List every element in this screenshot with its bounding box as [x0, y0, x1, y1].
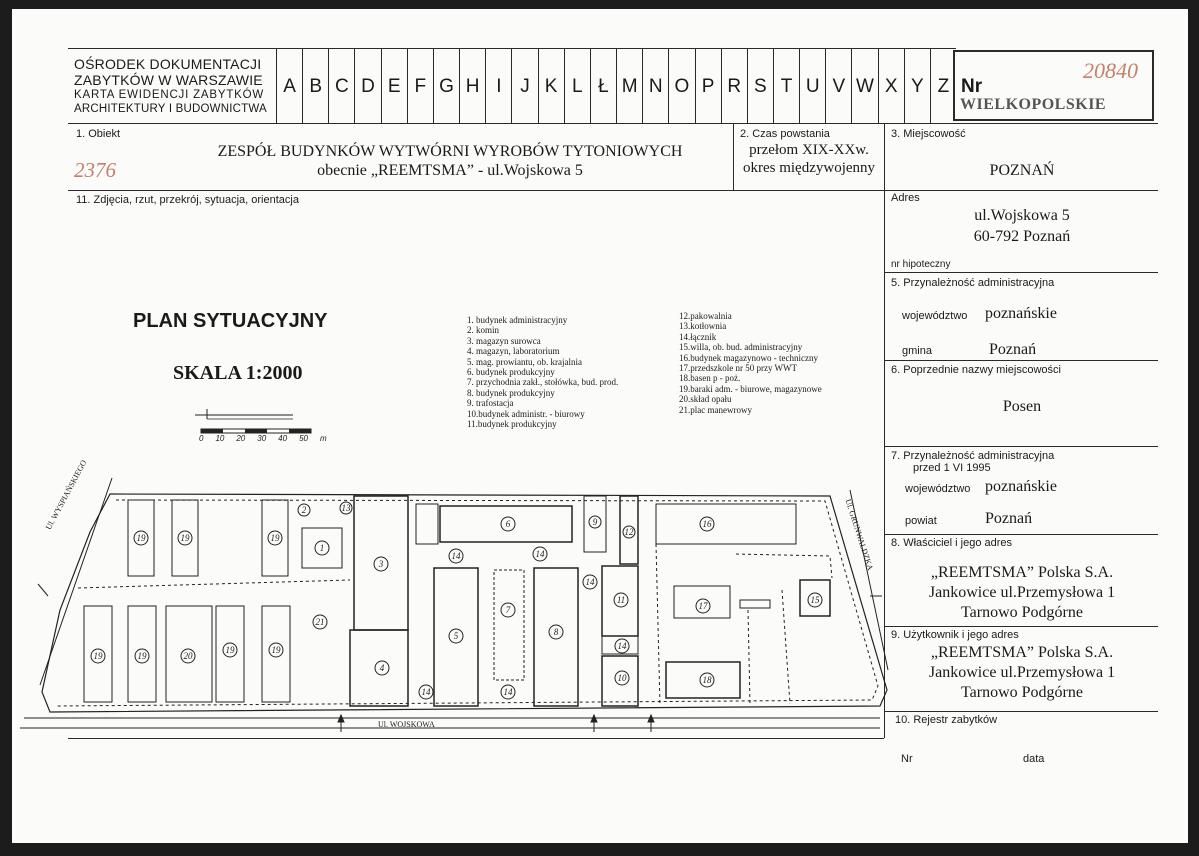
- index-letter: B: [302, 48, 328, 123]
- legend-item: 19.baraki adm. - biurowe, magazynowe: [679, 383, 822, 394]
- svg-text:17: 17: [698, 601, 708, 611]
- index-letter: O: [668, 48, 694, 123]
- index-letter: I: [485, 48, 511, 123]
- index-letter: E: [381, 48, 407, 123]
- legend-item: 9. trafostacja: [467, 398, 514, 409]
- svg-text:1: 1: [319, 543, 325, 553]
- legend-item: 4. magazyn, laboratorium: [467, 346, 560, 357]
- user-line-2: Jankowice ul.Przemysłowa 1: [928, 664, 1116, 681]
- institution-block: [74, 56, 274, 116]
- user-line-3: Tarnowo Podgórne: [961, 684, 1083, 701]
- legend-item: 5. mag. prowiantu, ob. krajalnia: [467, 356, 582, 367]
- index-letter: Ł: [590, 48, 616, 123]
- register-date-label: data: [1023, 753, 1045, 765]
- rule-before-6: [884, 360, 1158, 361]
- svg-text:16: 16: [702, 519, 712, 529]
- nr-label: Nr: [961, 76, 983, 97]
- index-letter: X: [878, 48, 904, 123]
- legend-item: 16.budynek magazynowo - techniczny: [679, 352, 818, 363]
- scale-tick-label: 20: [236, 434, 246, 443]
- svg-text:2: 2: [301, 505, 307, 515]
- index-letter: S: [747, 48, 773, 123]
- scale-tick-label: 10: [215, 434, 225, 443]
- address-line-2: 60-792 Poznań: [973, 228, 1071, 245]
- svg-text:7: 7: [505, 605, 511, 615]
- voivodeship-label: województwo: [902, 310, 968, 322]
- svg-text:14: 14: [585, 577, 595, 587]
- county-label: powiat: [905, 515, 937, 527]
- svg-text:20: 20: [183, 651, 193, 661]
- legend-item: 7. przychodnia zakł., stołówka, bud. prod.: [467, 377, 619, 388]
- legend-item: 3. magazyn surowca: [467, 335, 541, 346]
- index-letter: P: [695, 48, 721, 123]
- index-letter: R: [721, 48, 747, 123]
- object-title-line-2: obecnie „REEMTSMA” - ul.Wojskowa 5: [317, 162, 583, 179]
- svg-text:19: 19: [270, 533, 280, 543]
- period-value: [734, 141, 884, 177]
- period-line-2: okres międzywojenny: [742, 160, 876, 176]
- index-letter: G: [433, 48, 459, 123]
- user-value: [886, 643, 1158, 703]
- former-names-value: Posen: [1002, 398, 1042, 415]
- svg-text:14: 14: [451, 551, 461, 561]
- scale-ticks: [199, 434, 329, 443]
- svg-text:19: 19: [271, 645, 281, 655]
- legend-item: 1. budynek administracyjny: [467, 315, 568, 325]
- svg-text:14: 14: [503, 687, 513, 697]
- header-bottom-rule: [68, 123, 1158, 124]
- object-handwritten-number: 2376: [74, 158, 116, 182]
- legend-item: 6. budynek produkcyjny: [467, 367, 555, 378]
- owner-line-2: Jankowice ul.Przemysłowa 1: [928, 584, 1116, 601]
- owner-line-1: „REEMTSMA” Polska S.A.: [930, 564, 1114, 581]
- scale-tick-label: 40: [278, 434, 288, 443]
- svg-text:10: 10: [617, 673, 627, 683]
- index-letter: U: [799, 48, 825, 123]
- legend-left: [467, 315, 677, 429]
- nr-box: [953, 50, 1154, 121]
- address-line-1: ul.Wojskowa 5: [974, 207, 1070, 224]
- address-value: [886, 205, 1158, 247]
- admin-before-date: przed 1 VI 1995: [913, 462, 991, 474]
- svg-text:19: 19: [180, 533, 190, 543]
- institution-line-1: OŚRODEK DOKUMENTACJI: [74, 56, 262, 72]
- legend-item: 18.basen p - poż.: [679, 373, 741, 384]
- locality-label: 3. Miejscowość: [891, 128, 966, 140]
- rule-before-5: [884, 272, 1158, 273]
- index-letter: V: [825, 48, 851, 123]
- index-letter: Y: [904, 48, 930, 123]
- register-label: 10. Rejestr zabytków: [895, 714, 998, 726]
- street-wojskowa: Ul. WOJSKOWA: [378, 720, 435, 729]
- index-letter: H: [459, 48, 485, 123]
- scale-tick-label: m: [319, 434, 327, 443]
- svg-text:14: 14: [535, 549, 545, 559]
- user-line-1: „REEMTSMA” Polska S.A.: [930, 644, 1114, 661]
- address-label: Adres: [891, 192, 920, 204]
- legend-item: 2. komin: [467, 325, 500, 336]
- svg-text:9: 9: [592, 517, 598, 527]
- scale-tick-label: 0: [199, 434, 204, 443]
- svg-text:21: 21: [315, 617, 325, 627]
- site-plan: [20, 460, 890, 750]
- row1-bottom-rule: [68, 190, 1158, 191]
- mortgage-label: nr hipoteczny: [891, 259, 951, 270]
- locality-value: POZNAŃ: [989, 162, 1055, 179]
- index-letter: K: [538, 48, 564, 123]
- legend-item: 13.kotłownia: [679, 321, 727, 332]
- plan-scale: SKALA 1:2000: [173, 362, 303, 384]
- user-label: 9. Użytkownik i jego adres: [891, 629, 1019, 641]
- admin-label: 5. Przynależność administracyjna: [891, 277, 1055, 289]
- rule-before-10: [884, 711, 1158, 712]
- owner-label: 8. Właściciel i jego adres: [891, 537, 1013, 549]
- rule-before-9: [884, 626, 1158, 627]
- plan-label: [134, 531, 148, 545]
- svg-text:19: 19: [93, 651, 103, 661]
- voivodeship-before-value: poznańskie: [985, 478, 1057, 495]
- index-letter: A: [276, 48, 302, 123]
- plan-title: PLAN SYTUACYJNY: [133, 310, 328, 332]
- index-letter: Z: [930, 48, 956, 123]
- rule-before-7: [884, 446, 1158, 447]
- index-letter: C: [328, 48, 354, 123]
- nr-handwritten: 20840: [1083, 58, 1138, 83]
- index-letter: F: [407, 48, 433, 123]
- legend-item: 8. budynek produkcyjny: [467, 387, 555, 398]
- index-letter: T: [773, 48, 799, 123]
- svg-text:13: 13: [341, 503, 351, 513]
- institution-line-2: ZABYTKÓW W WARSZAWIE: [74, 72, 263, 88]
- index-letter: J: [511, 48, 537, 123]
- voivodeship-before-label: województwo: [905, 483, 971, 495]
- index-letter: M: [616, 48, 642, 123]
- register-nr-label: Nr: [901, 753, 913, 765]
- institution-line-4: ARCHITEKTURY I BUDOWNICTWA: [74, 103, 267, 115]
- svg-text:19: 19: [136, 533, 146, 543]
- admin-before-title: 7. Przynależność administracyjna: [891, 450, 1055, 462]
- svg-text:14: 14: [617, 641, 627, 651]
- plan-bottom-rule: [68, 738, 884, 739]
- former-names-label: 6. Poprzednie nazwy miejscowości: [891, 364, 1061, 376]
- svg-text:19: 19: [137, 651, 147, 661]
- owner-value: [886, 563, 1158, 623]
- legend-item: 12.pakowalnia: [679, 311, 732, 321]
- object-title: [150, 142, 750, 180]
- county-value: Poznań: [985, 510, 1033, 527]
- legend-item: 14.łącznik: [679, 331, 717, 342]
- svg-text:4: 4: [379, 663, 385, 673]
- photos-label: 11. Zdjęcia, rzut, przekrój, sytuacja, orientacja: [76, 194, 299, 206]
- svg-text:5: 5: [453, 631, 459, 641]
- owner-line-3: Tarnowo Podgórne: [961, 604, 1083, 621]
- index-letter: D: [354, 48, 380, 123]
- scale-tick-label: 50: [299, 434, 308, 443]
- legend-right: [679, 311, 879, 415]
- svg-text:8: 8: [553, 627, 559, 637]
- object-label: 1. Obiekt: [76, 128, 121, 140]
- svg-text:12: 12: [624, 527, 634, 537]
- admin-before-label: [891, 450, 1054, 474]
- street-wyspianskiego: Ul. WYSPIAŃSKIEGO: [44, 458, 89, 532]
- voivodeship-value: poznańskie: [985, 305, 1057, 322]
- index-letter: L: [564, 48, 590, 123]
- svg-text:19: 19: [225, 645, 235, 655]
- legend-item: 17.przedszkole nr 50 przy WWT: [679, 363, 798, 374]
- object-title-line-1: ZESPÓŁ BUDYNKÓW WYTWÓRNI WYROBÓW TYTONIOWYCH: [217, 143, 683, 160]
- svg-text:6: 6: [505, 519, 511, 529]
- legend-item: 20.skład opału: [679, 394, 732, 405]
- index-letter: N: [642, 48, 668, 123]
- street-grunwaldzka: Ul. GRUNWALDZKA: [843, 498, 875, 572]
- svg-text:18: 18: [702, 675, 712, 685]
- svg-text:11: 11: [616, 595, 626, 605]
- region-stamp: WIELKOPOLSKIE: [960, 96, 1107, 113]
- commune-label: gmina: [902, 345, 932, 357]
- period-label: 2. Czas powstania: [740, 128, 830, 140]
- legend-item: 11.budynek produkcyjny: [467, 419, 557, 430]
- svg-text:3: 3: [378, 559, 384, 569]
- legend-item: 21.plac manewrowy: [679, 404, 752, 415]
- alphabet-index: [276, 48, 956, 123]
- commune-value: Poznań: [989, 341, 1037, 358]
- index-letter: W: [851, 48, 877, 123]
- period-line-1: przełom XIX-XXw.: [749, 142, 869, 158]
- svg-text:15: 15: [810, 595, 820, 605]
- rule-before-8: [884, 534, 1158, 535]
- legend-item: 10.budynek administr. - biurowy: [467, 408, 585, 419]
- legend-item: 15.willa, ob. bud. administracyjny: [679, 342, 803, 353]
- svg-text:14: 14: [421, 687, 431, 697]
- institution-line-3: KARTA EWIDENCJI ZABYTKÓW: [74, 89, 265, 101]
- scale-tick-label: 30: [257, 434, 267, 443]
